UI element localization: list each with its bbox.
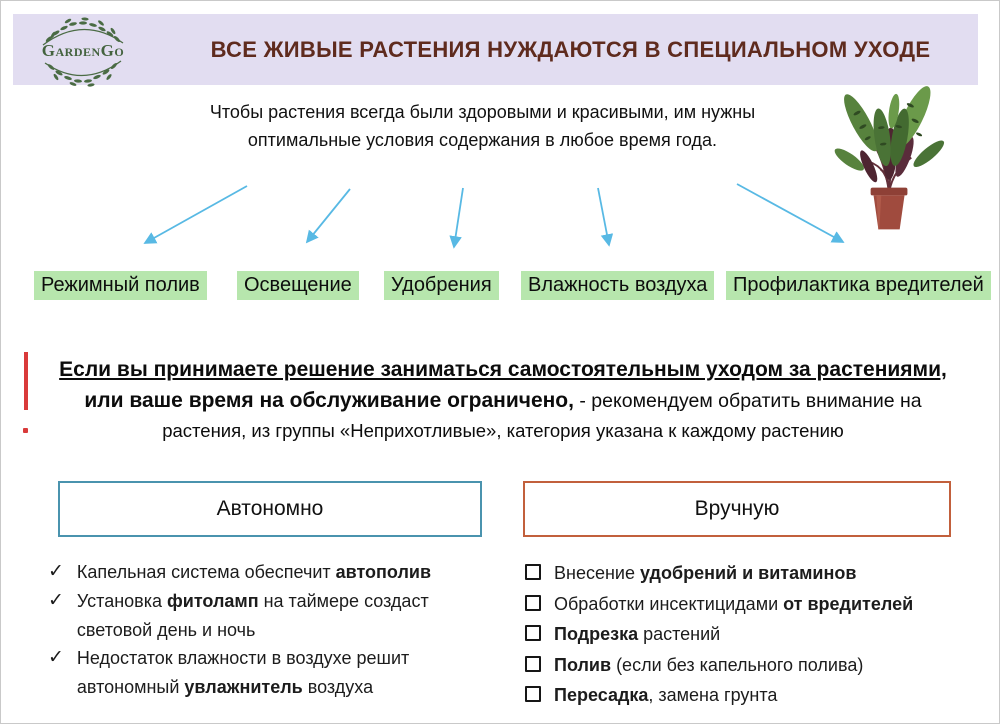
autonomous-box bbox=[58, 481, 482, 537]
note-line3: растения, из группы «Неприхотливые», категория указана к каждому растению bbox=[162, 419, 844, 441]
checkmark-icon: ✓ bbox=[48, 589, 64, 611]
manual-item bbox=[525, 650, 980, 681]
list-item-text: Недостаток влажности в воздухе решит автономный увлажнитель воздуха bbox=[76, 648, 410, 698]
note-line2-bold: или ваше время на обслуживание ограничено, bbox=[84, 388, 574, 412]
list-item-text: Полив (если без капельного полива) bbox=[554, 654, 864, 675]
list-item-text: Внесение удобрений и витаминов bbox=[554, 563, 857, 583]
arrow-icon bbox=[454, 188, 463, 247]
manual-box-title: Вручную bbox=[694, 497, 780, 520]
autonomous-box-title: Автономно bbox=[216, 497, 324, 520]
category-watering: Режимный полив bbox=[34, 271, 207, 300]
checkbox-icon bbox=[525, 686, 541, 702]
arrow-icon bbox=[598, 188, 609, 245]
header-band bbox=[13, 14, 978, 85]
intro-text: Чтобы растения всегда были здоровыми и красивыми, им нужны оптимальные условия содержания в любое время года. bbox=[209, 102, 756, 150]
manual-item bbox=[525, 680, 980, 711]
recommendation-note bbox=[42, 355, 964, 444]
category-lighting: Освещение bbox=[237, 271, 359, 300]
red-accent-bar bbox=[24, 352, 28, 410]
note-line2-regular: - рекомендуем обратить внимание на bbox=[573, 389, 922, 412]
category-pest-prevention: Профилактика вредителей bbox=[726, 271, 991, 300]
page-title: ВСЕ ЖИВЫЕ РАСТЕНИЯ НУЖДАЮТСЯ В СПЕЦИАЛЬНОМ УХОДЕ bbox=[210, 36, 931, 62]
checkmark-icon: ✓ bbox=[48, 561, 64, 582]
category-humidity: Влажность воздуха bbox=[521, 271, 714, 300]
manual-item bbox=[525, 619, 980, 650]
manual-box bbox=[523, 481, 951, 537]
list-item-text: Установка фитоламп на таймере создаст световой день и ночь bbox=[76, 590, 429, 640]
arrow-icon bbox=[145, 186, 247, 243]
list-item-text: Пересадка, замена грунта bbox=[554, 685, 778, 706]
checkbox-icon bbox=[525, 595, 541, 611]
list-item-text: Подрезка растений bbox=[554, 624, 721, 645]
note-line2 bbox=[42, 386, 964, 417]
autonomous-item bbox=[48, 587, 493, 645]
checkbox-icon bbox=[525, 656, 541, 672]
autonomous-list bbox=[48, 558, 493, 702]
checkbox-icon bbox=[525, 625, 541, 641]
potted-plant-image bbox=[810, 84, 970, 239]
checkbox-icon bbox=[525, 564, 541, 580]
autonomous-item bbox=[48, 644, 493, 702]
note-line1: Если вы принимаете решение заниматься самостоятельным уходом за растениями, bbox=[59, 358, 947, 381]
brand-name: GardenGo bbox=[41, 41, 125, 60]
list-item-text: Капельная система обеспечит автополив bbox=[76, 562, 432, 582]
list-item-text: Обработки инсектицидами от вредителей bbox=[554, 593, 914, 614]
manual-list bbox=[525, 558, 980, 711]
autonomous-item bbox=[48, 558, 493, 587]
red-accent-dot bbox=[23, 428, 28, 433]
category-fertilizers: Удобрения bbox=[384, 271, 499, 300]
manual-item bbox=[525, 558, 980, 589]
arrow-icon bbox=[307, 189, 350, 242]
checkmark-icon: ✓ bbox=[48, 647, 64, 669]
manual-item bbox=[525, 589, 980, 620]
brand-logo bbox=[20, 11, 146, 91]
